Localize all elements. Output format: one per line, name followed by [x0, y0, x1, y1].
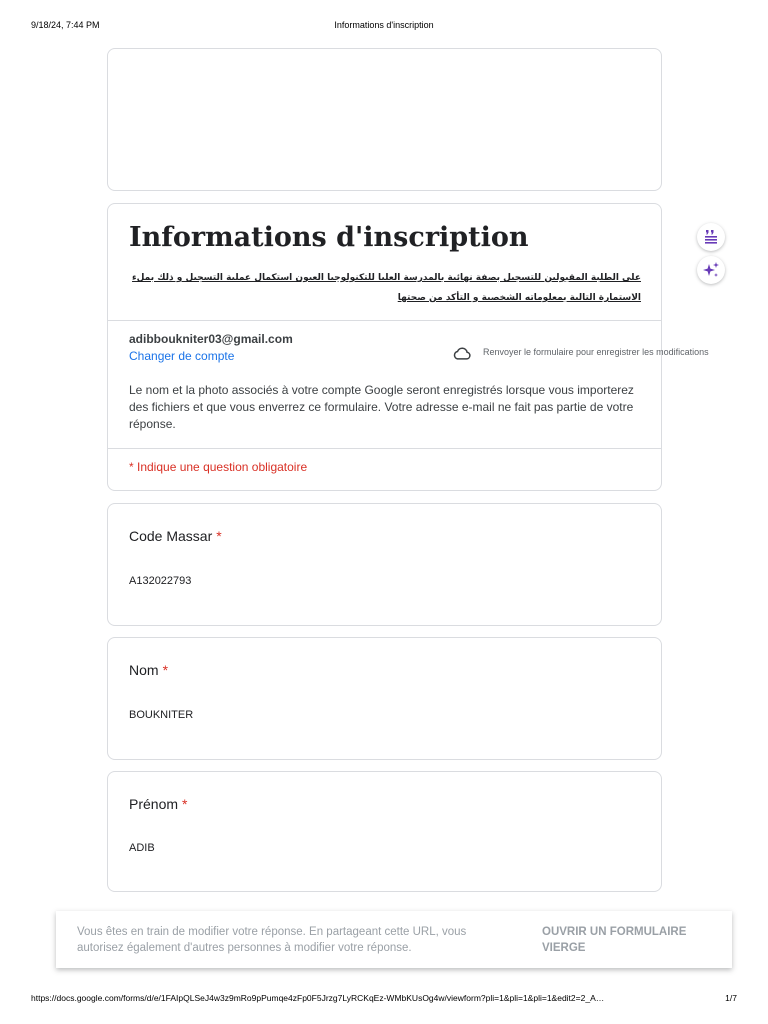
question-label [129, 662, 168, 678]
resend-status [452, 343, 734, 361]
import-questions-button[interactable] [697, 223, 725, 251]
switch-account-link[interactable]: Changer de compte [129, 349, 235, 363]
answer-nom: BOUKNITER [129, 709, 194, 721]
question-card-code-massar [107, 503, 662, 626]
question-label [129, 528, 222, 544]
edit-response-bar [56, 911, 732, 968]
header-banner [107, 48, 662, 191]
divider [108, 320, 661, 321]
print-page-title: Informations d'inscription [334, 20, 434, 30]
page-number: 1/7 [725, 993, 737, 1003]
edit-response-message: Vous êtes en train de modifier votre réponse. En partageant cette URL, vous autorisez également d'autres personnes à modifier votre réponse. [77, 926, 467, 954]
required-note: * Indique une question obligatoire [129, 460, 308, 474]
print-datetime: 9/18/24, 7:44 PM [31, 20, 100, 30]
print-footer [31, 993, 737, 1005]
resend-label: Renvoyer le formulaire pour enregistrer les modifications [483, 347, 709, 357]
question-label [129, 796, 187, 812]
question-label-text: Prénom [129, 796, 179, 812]
answer-code-massar: A132022793 [129, 575, 192, 587]
required-asterisk: * [182, 796, 188, 812]
import-questions-icon [701, 227, 721, 247]
form-title: Informations d'inscription [129, 222, 529, 253]
ai-assist-button[interactable] [697, 256, 725, 284]
question-label-text: Code Massar [129, 528, 213, 544]
question-card-prenom [107, 771, 662, 892]
print-url: https://docs.google.com/forms/d/e/1FAIpQLSeJ4w3z9mRo9pPumqe4zFp0F5Jrzg7LyRCKqEz-WMbKUsOg4w/viewform?pli=1&pli=1&pli=1&edit2=2_A… [31, 993, 605, 1003]
sparkle-icon [701, 260, 721, 280]
divider [108, 448, 661, 449]
account-email: adibboukniter03@gmail.com [129, 332, 293, 346]
open-blank-form-button[interactable]: OUVRIR UN FORMULAIRE VIERGE [542, 926, 687, 954]
print-header [31, 20, 737, 32]
required-asterisk: * [162, 662, 169, 678]
form-description: على الطلبة المقبولين للتسجيل بصفة نهائية بالمدرسة العليا للتكنولوجيا العيون استكمال عملية التسجيل و ذلك بملء الاستمارة التالية بمعلوماته الشخصية و التأكد من صحتها [132, 273, 641, 303]
cloud-icon [452, 344, 472, 361]
required-asterisk: * [216, 528, 222, 544]
question-label-text: Nom [129, 662, 159, 678]
account-notice: Le nom et la photo associés à votre compte Google seront enregistrés lorsque vous importerez des fichiers et que vous enverrez ce formulaire. Votre adresse e-mail ne fait pas partie de votre réponse. [129, 383, 634, 431]
answer-prenom: ADIB [129, 842, 155, 854]
question-card-nom [107, 637, 662, 760]
